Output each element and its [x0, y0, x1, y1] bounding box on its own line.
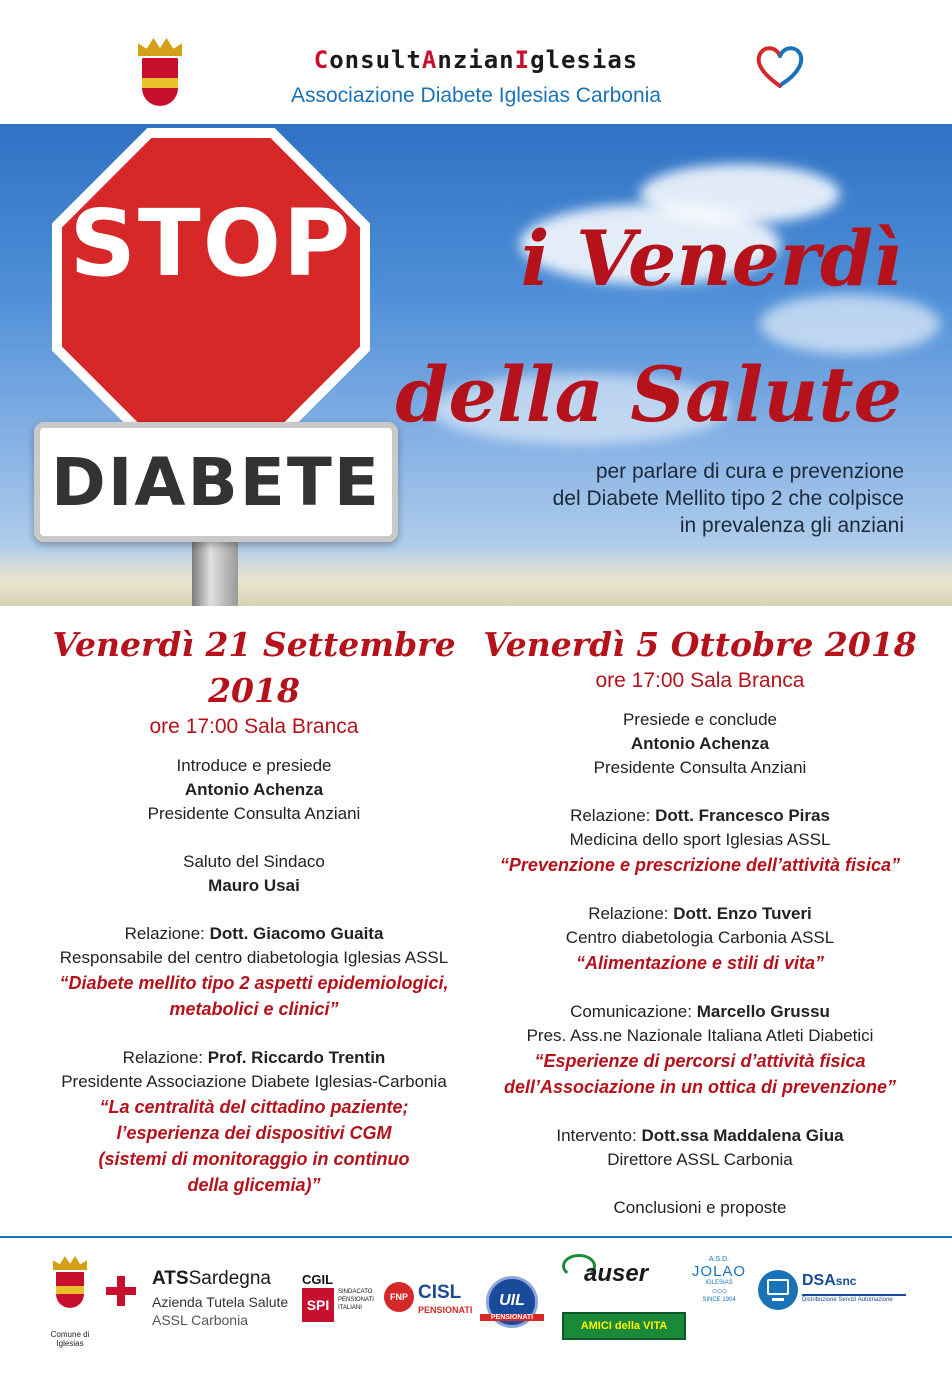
dsa-logo: DSAsnc Distribuzione Servizi Automazione — [758, 1270, 908, 1314]
olympic-rings-icon: ○○○ — [711, 1286, 727, 1297]
relazione-2-block: Relazione: Dott. Enzo Tuveri Centro diabetologia Carbonia ASSL “Alimentazione e stili di vita” — [565, 904, 835, 973]
org-title: ConsultAnzianIglesias — [313, 46, 639, 74]
saluto-block: Saluto del Sindaco Mauro Usai — [183, 852, 325, 895]
event-title-line-2: della Salute — [395, 350, 902, 439]
program-day-1 — [16, 622, 492, 1222]
day-2-title: Venerdì 5 Ottobre 2018 — [483, 625, 917, 664]
event-description: per parlare di cura e prevenzione del Diabete Mellito tipo 2 che colpisce in prevalenza gli anziani — [552, 460, 904, 537]
event-title-line-1: i Venerdì — [520, 214, 902, 303]
closing-note: Conclusioni e proposte — [613, 1198, 787, 1217]
org-subtitle: Associazione Diabete Iglesias Carbonia — [290, 84, 662, 107]
day-1-time: ore 17:00 Sala Branca — [149, 715, 359, 738]
auser-logo: auser — [556, 1250, 680, 1294]
hero-banner — [0, 124, 952, 606]
footer-divider — [0, 1236, 952, 1238]
day-2-time: ore 17:00 Sala Branca — [595, 669, 805, 692]
program-day-2 — [462, 622, 938, 1220]
intro-block: Presiede e conclude Antonio Achenza Presidente Consulta Anziani — [593, 710, 807, 777]
relazione-1-block: Relazione: Dott. Francesco Piras Medicina dello sport Iglesias ASSL “Prevenzione e prescrizione dell’attività fisica” — [499, 806, 901, 875]
uil-logo: UIL PENSIONATI — [480, 1276, 546, 1332]
diabete-sign-text: DIABETE — [51, 444, 381, 521]
ats-cross-icon — [106, 1276, 136, 1306]
intro-block: Introduce e presiede Antonio Achenza Presidente Consulta Anziani — [147, 756, 361, 823]
amici-della-vita-logo: AMICI della VITA — [562, 1312, 686, 1340]
cgil-spi-logo: CGIL SPI SINDACATO PENSIONATI ITALIANI — [302, 1272, 374, 1334]
comune-crest-icon — [53, 1256, 87, 1308]
relazione-2-block: Relazione: Prof. Riccardo Trentin Presidente Associazione Diabete Iglesias-Carbonia “La centralità del cittadino paziente; l’esperienza dei dispositivi CGM (sistemi di monitoraggio in continuo della glicemia)” — [61, 1048, 447, 1195]
ats-sardegna-logo: ATSSardegna Azienda Tutela Salute ASSL Carbonia — [106, 1268, 296, 1332]
computer-icon — [758, 1270, 798, 1310]
heart-logo-icon — [752, 42, 808, 90]
comunicazione-block: Comunicazione: Marcello Grussu Pres. Ass.ne Nazionale Italiana Atleti Diabetici “Esperienze di percorsi d’attività fisica dell’Associazione in un ottica di prevenzione” — [503, 1002, 897, 1097]
header — [0, 0, 952, 124]
comune-logo: Comune di Iglesias — [42, 1256, 98, 1348]
day-1-title: Venerdì 21 Settembre 2018 — [52, 625, 456, 710]
stop-sign-text: STOP — [69, 190, 353, 297]
fnp-cisl-logo: FNP CISL PENSIONATI — [384, 1282, 476, 1322]
intervento-block: Intervento: Dott.ssa Maddalena Giua Direttore ASSL Carbonia — [556, 1126, 844, 1169]
jolao-logo: A.S.D. JOLAO IGLESIAS ○○○ SINCE 1904 — [686, 1256, 752, 1324]
relazione-1-block: Relazione: Dott. Giacomo Guaita Responsabile del centro diabetologia Iglesias ASSL “Diabete mellito tipo 2 aspetti epidemiologici, metabolici e clinici” — [59, 924, 449, 1019]
